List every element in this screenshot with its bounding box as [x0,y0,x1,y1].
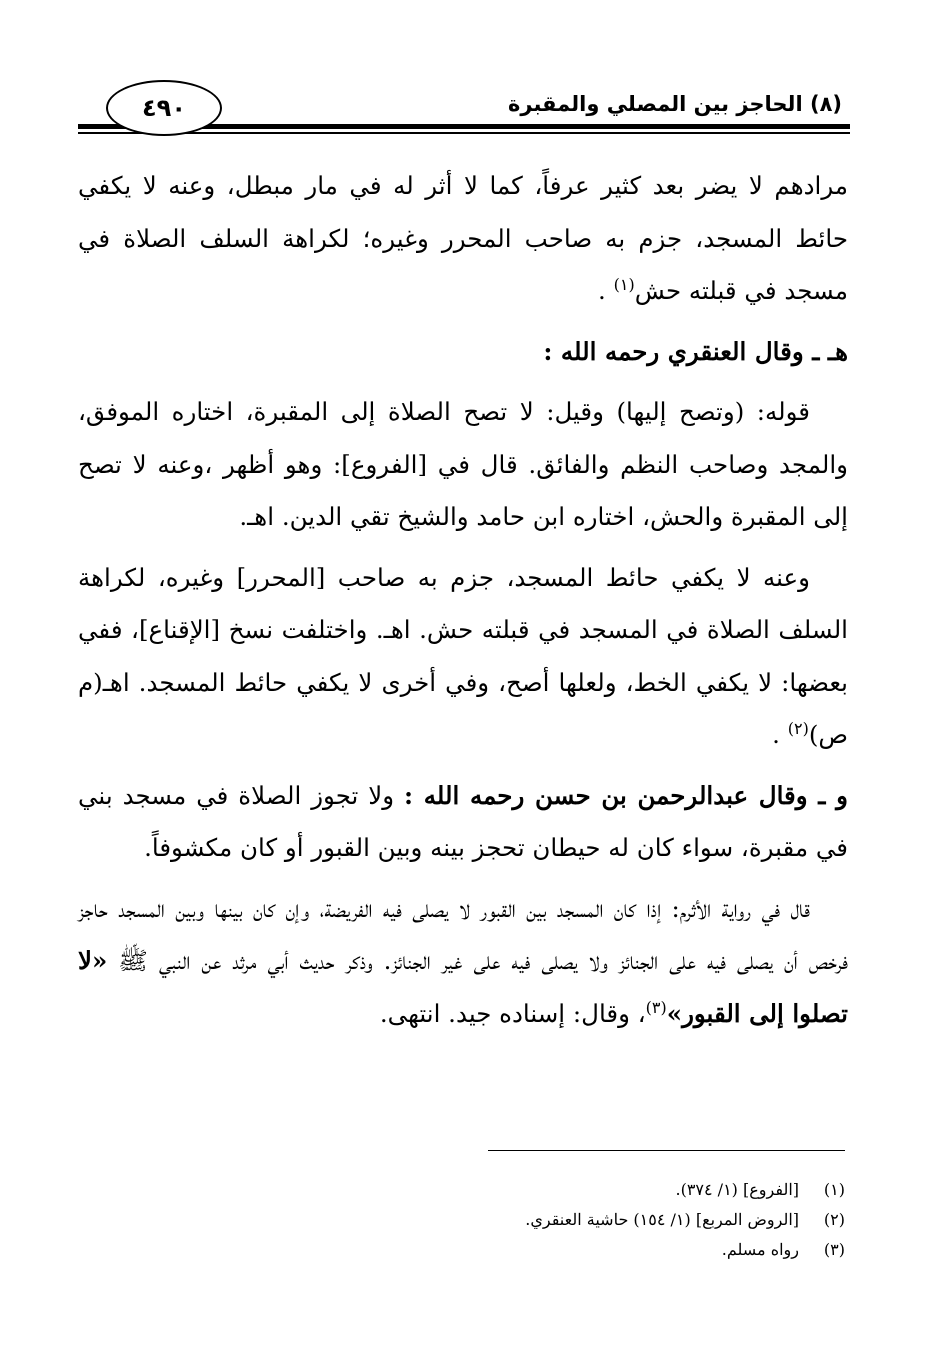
paragraph-5 [78,770,848,875]
footnote-1 [420,1175,845,1205]
footnote-ref-2: (٢) [787,718,809,738]
paragraph-6 [78,883,848,1041]
footnote-3 [420,1235,845,1265]
footnote-2 [420,1205,845,1235]
section-heading-h: هـ ـ وقال العنقري رحمه الله : [543,336,848,366]
paragraph-6-end: ، وقال: إسناده جيد. انتهى. [379,998,646,1028]
footnotes [420,1175,845,1265]
paragraph-1-end: . [598,276,614,305]
page-number: ٤٩٠ [106,80,222,136]
footnote-ref-1: (١) [613,274,635,294]
footnote-ref-3: (٣) [645,997,667,1017]
paragraph-3: قوله: (وتصح إليها) وقيل: لا تصح الصلاة إلى المقبرة، اختاره الموفق، والمجد وصاحب النظم والفائق. قال في [الفروع]: وهو أظهر ،وعنه لا تصح إلى المقبرة والحش، اختاره ابن حامد والشيخ تقي الدين. اهـ. [78,397,848,531]
page-header [78,80,850,140]
hadith-quote: «لا تصلوا إلى القبور» [78,946,848,1028]
footnote-3-text: رواه مسلم. [721,1240,799,1259]
header-rule-thin [78,132,850,134]
footnote-1-number: (١) [823,1180,845,1199]
paragraph-4 [78,552,848,762]
footnote-1-text: [الفروع] (١/ ٣٧٤). [675,1180,799,1199]
footnote-2-number: (٢) [823,1210,845,1229]
paragraph-5-text: ولا تجوز الصلاة في مسجد بني في مقبرة، سواء كان له حيطان تحجز بينه وبين القبور أو كان مكشوفاً. [78,780,848,862]
section-heading-w: و ـ وقال عبدالرحمن بن حسن رحمه الله : [404,780,849,810]
paragraph-4-text: وعنه لا يكفي حائط المسجد، جزم به صاحب [المحرر] وغيره، لكراهة السلف الصلاة في المسجد في قبلته حش. اهـ. واختلفت نسخ [الإقناع]، ففي بعضها: لا يكفي الخط، ولعلها أصح، وفي أخرى لا يكفي حائط المسجد. اهـ(م ص) [78,562,848,749]
footnote-separator [488,1150,845,1151]
paragraph-1-text: مرادهم لا يضر بعد كثير عرفاً، كما لا أثر له في مار مبطل، وعنه لا يكفي حائط المسجد، جزم به صاحب المحرر وغيره؛ لكراهة السلف الصلاة في مسجد في قبلته حش [78,171,848,305]
body-text [78,160,848,1048]
footnote-2-text: [الروض المربع] (١/ ١٥٤) حاشية العنقري. [525,1210,799,1229]
footnote-3-number: (٣) [823,1240,845,1259]
paragraph-1 [78,160,848,318]
paragraph-4-end: . [772,720,788,749]
paragraph-6-text: قال في رواية الأثرم: إذا كان المسجد بين القبور لا يصلى فيه الفريضة، وإن كان بينها وبين المسجد حاجز فرخص أن يصلى فيه على الجنائز ولا يصلى فيه على غير الجنائز. وذكر حديث أبي مرثد عن النبي ﷺ [78,893,848,975]
running-title: (٨) الحاجز بين المصلي والمقبرة [508,92,842,116]
